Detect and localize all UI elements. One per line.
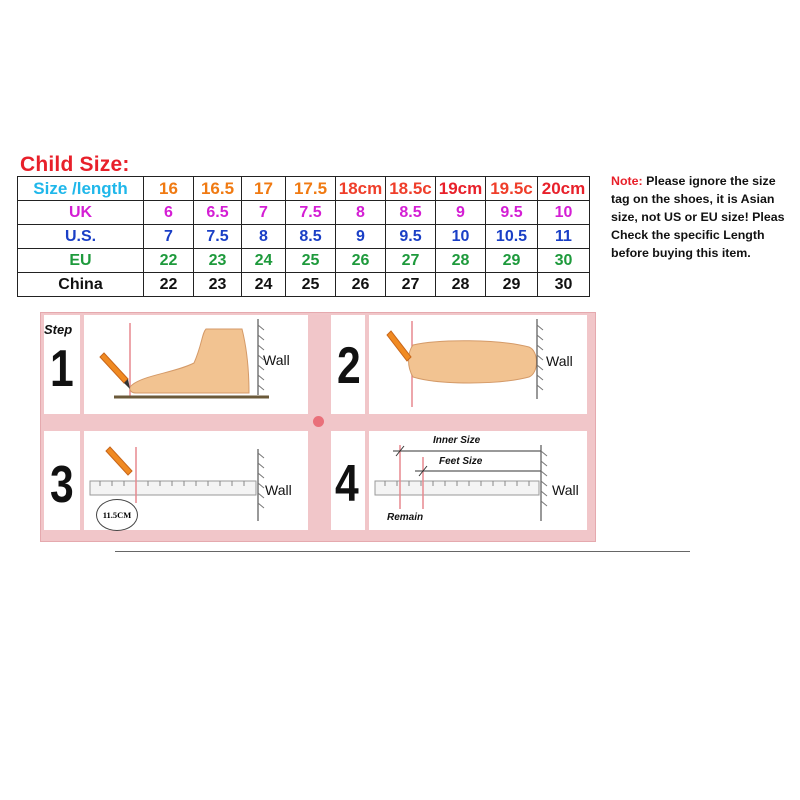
table-cell: 23 <box>194 249 242 273</box>
feet-size-label: Feet Size <box>439 456 483 467</box>
row-label-cell: EU <box>18 249 144 273</box>
panel-center-dot <box>313 416 324 427</box>
table-cell: 25 <box>286 249 336 273</box>
table-cell: 9 <box>436 201 486 225</box>
table-cell: 11 <box>538 225 590 249</box>
table-cell: 8.5 <box>286 225 336 249</box>
table-cell: 6.5 <box>194 201 242 225</box>
header-label-cell: Size /length <box>18 177 144 201</box>
table-cell: 9.5 <box>386 225 436 249</box>
note-text <box>611 172 796 262</box>
table-cell: 10 <box>436 225 486 249</box>
wall-label-1: Wall <box>263 352 290 368</box>
table-row <box>18 273 590 297</box>
table-cell: 7.5 <box>194 225 242 249</box>
wall-label-3: Wall <box>265 482 292 498</box>
header-size-cell: 17 <box>242 177 286 201</box>
table-cell: 9.5 <box>486 201 538 225</box>
table-cell: 25 <box>286 273 336 297</box>
table-cell: 7 <box>242 201 286 225</box>
row-label-cell: UK <box>18 201 144 225</box>
header-size-cell: 18cm <box>336 177 386 201</box>
measurement-bubble: 11.5CM <box>96 499 138 531</box>
header-size-cell: 16 <box>144 177 194 201</box>
step-number-3: 3 <box>50 456 74 514</box>
table-cell: 10 <box>538 201 590 225</box>
table-cell: 7 <box>144 225 194 249</box>
table-cell: 30 <box>538 273 590 297</box>
note-label: Note: <box>611 174 643 188</box>
step-number-1: 1 <box>50 340 74 398</box>
header-size-cell: 18.5c <box>386 177 436 201</box>
table-cell: 8.5 <box>386 201 436 225</box>
note-body: Please ignore the size tag on the shoes, it is Asian size, not US or EU size! Pleas Check the specific Length before buying this item. <box>611 174 785 260</box>
header-size-cell: 16.5 <box>194 177 242 201</box>
table-cell: 27 <box>386 249 436 273</box>
table-cell: 26 <box>336 273 386 297</box>
table-cell: 29 <box>486 249 538 273</box>
table-cell: 7.5 <box>286 201 336 225</box>
table-cell: 29 <box>486 273 538 297</box>
table-header-row <box>18 177 590 201</box>
table-cell: 30 <box>538 249 590 273</box>
chart-title: Child Size: <box>20 153 130 176</box>
inner-size-label: Inner Size <box>433 435 481 446</box>
table-row <box>18 201 590 225</box>
table-cell: 28 <box>436 249 486 273</box>
table-cell: 9 <box>336 225 386 249</box>
table-cell: 10.5 <box>486 225 538 249</box>
step-number-4: 4 <box>335 455 359 513</box>
table-cell: 8 <box>242 225 286 249</box>
wall-label-4: Wall <box>552 482 579 498</box>
header-size-cell: 20cm <box>538 177 590 201</box>
table-cell: 22 <box>144 249 194 273</box>
table-cell: 23 <box>194 273 242 297</box>
table-cell: 8 <box>336 201 386 225</box>
table-cell: 28 <box>436 273 486 297</box>
divider-line <box>115 551 690 552</box>
table-cell: 24 <box>242 249 286 273</box>
header-size-cell: 17.5 <box>286 177 336 201</box>
table-cell: 22 <box>144 273 194 297</box>
table-row <box>18 225 590 249</box>
wall-label-2: Wall <box>546 353 573 369</box>
size-table <box>17 176 590 297</box>
header-size-cell: 19cm <box>436 177 486 201</box>
size-table-body <box>18 177 590 297</box>
table-row <box>18 249 590 273</box>
table-cell: 27 <box>386 273 436 297</box>
table-cell: 6 <box>144 201 194 225</box>
table-cell: 24 <box>242 273 286 297</box>
header-size-cell: 19.5c <box>486 177 538 201</box>
step-number-2: 2 <box>337 337 361 395</box>
remain-label: Remain <box>387 512 424 523</box>
table-cell: 26 <box>336 249 386 273</box>
row-label-cell: U.S. <box>18 225 144 249</box>
step-label: Step <box>44 322 73 337</box>
row-label-cell: China <box>18 273 144 297</box>
